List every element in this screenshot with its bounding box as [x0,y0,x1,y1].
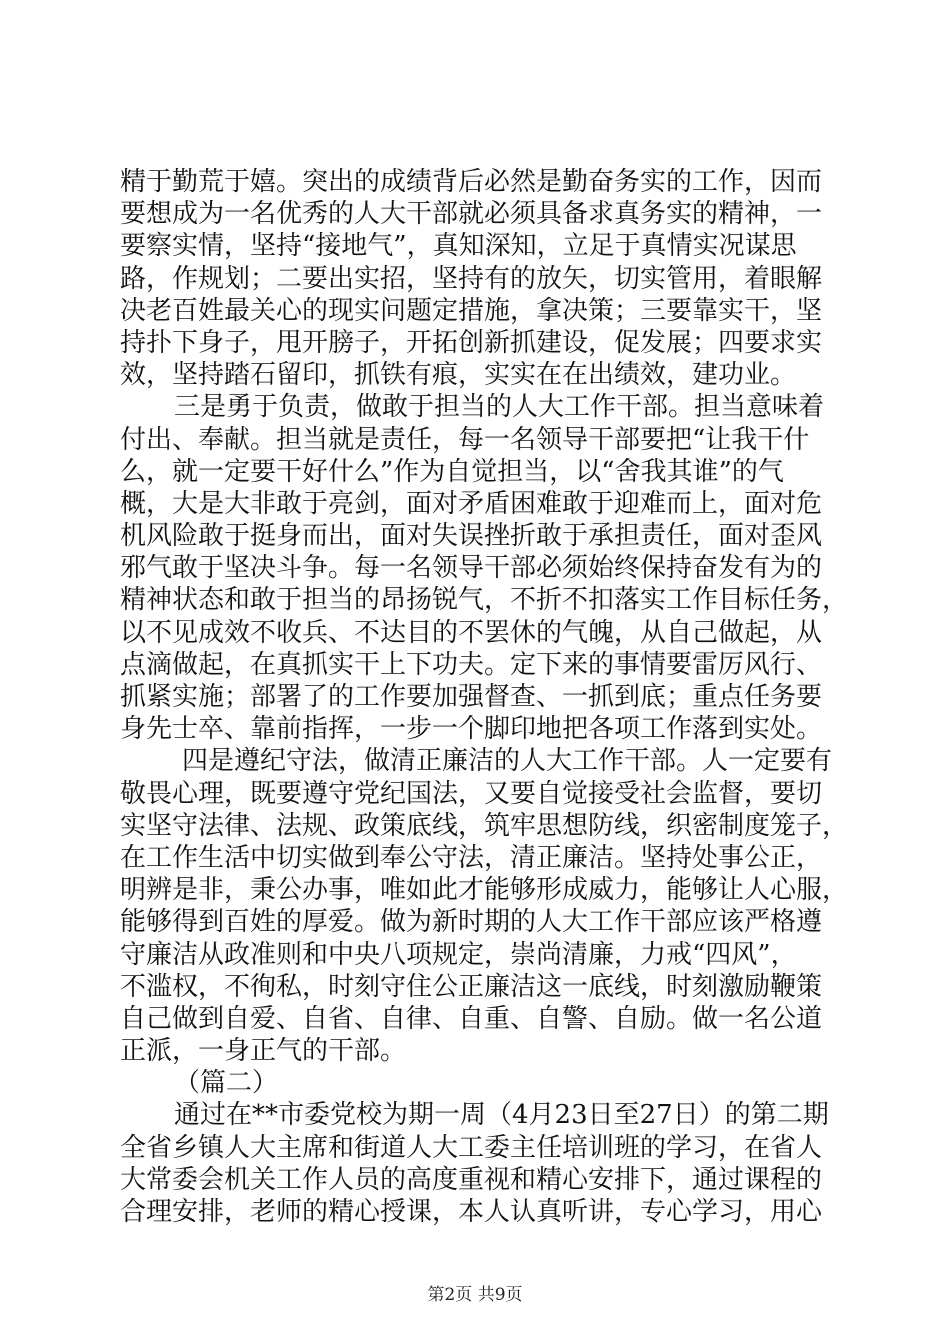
text-line: 路，作规划；二要出实招，坚持有的放矢，切实管用，着眼解 [120,263,823,294]
text-line: 全省乡镇人大主席和街道人大工委主任培训班的学习，在省人 [120,1132,823,1163]
text-line: 邪气敢于坚决斗争。每一名领导干部必须始终保持奋发有为的 [120,553,823,584]
text-line: 大常委会机关工作人员的高度重视和精心安排下，通过课程的 [120,1164,823,1195]
text-line: 精神状态和敢于担当的昂扬锐气，不折不扣落实工作目标任务， [120,585,849,616]
text-line: 能够得到百姓的厚爱。做为新时期的人大工作干部应该严格遵 [120,907,823,938]
document-body [120,166,849,1228]
text-line: 自己做到自爱、自省、自律、自重、自警、自励。做一名公道 [120,1003,823,1034]
text-line: 要察实情，坚持“接地气”，真知深知，立足于真情实况谋思 [120,231,797,262]
text-line: 守廉洁从政准则和中央八项规定，崇尚清廉，力戒“四风”， [120,939,797,970]
text-line: 实坚守法律、法规、政策底线，筑牢思想防线，织密制度笼子， [120,810,849,841]
text-line: 明辨是非，秉公办事，唯如此才能够形成威力，能够让人心服， [120,875,849,906]
text-line: 要想成为一名优秀的人大干部就必须具备求真务实的精神，一 [120,199,823,230]
text-line: 付出、奉献。担当就是责任，每一名领导干部要把“让我干什 [120,424,810,455]
text-line: 身先士卒、靠前指挥，一步一个脚印地把各项工作落到实处。 [120,714,823,745]
text-line: 精于勤荒于嬉。突出的成绩背后必然是勤奋务实的工作，因而 [120,167,823,197]
text-line: 合理安排，老师的精心授课，本人认真听讲，专心学习，用心 [120,1197,823,1227]
text-line: 不滥权，不徇私，时刻守住公正廉洁这一底线，时刻激励鞭策 [120,971,823,1002]
text-line: 点滴做起，在真抓实干上下功夫。定下来的事情要雷厉风行、 [120,649,823,680]
text-line: 概，大是大非敢于亮剑，面对矛盾困难敢于迎难而上，面对危 [120,488,823,519]
text-line: 机风险敢于挺身而出，面对失误挫折敢于承担责任，面对歪风 [120,521,823,552]
page-number-footer: 第2页 共9页 [427,1285,523,1305]
text-line: 持扑下身子，甩开膀子，开拓创新抓建设，促发展；四要求实 [120,327,823,358]
text-line: 敬畏心理，既要遵守党纪国法，又要自觉接受社会监督，要切 [120,778,823,809]
text-line: 抓紧实施；部署了的工作要加强督查、一抓到底；重点任务要 [120,682,823,712]
text-line: 以不见成效不收兵、不达目的不罢休的气魄，从自己做起，从 [120,617,823,648]
text-line: 决老百姓最关心的现实问题定措施，拿决策；三要靠实干，坚 [120,295,823,326]
text-line: 正派，一身正气的干部。 [120,1036,407,1067]
text-line: 效，坚持踏石留印，抓铁有痕，实实在在出绩效，建功业。 [120,360,797,391]
text-line: 么，就一定要干好什么”作为自觉担当，以“舍我其谁”的气 [120,456,784,487]
paragraph-start-line: 三是勇于负责，做敢于担当的人大工作干部。担当意味着 [174,392,825,423]
paragraph-start-line: 通过在**市委党校为期一周（4月23日至27日）的第二期 [174,1100,829,1131]
section-heading: （篇二） [174,1068,279,1099]
text-line: 在工作生活中切实做到奉公守法，清正廉洁。坚持处事公正， [120,842,823,873]
paragraph-start-line: 四是遵纪守法，做清正廉洁的人大工作干部。人一定要有 [182,746,833,777]
